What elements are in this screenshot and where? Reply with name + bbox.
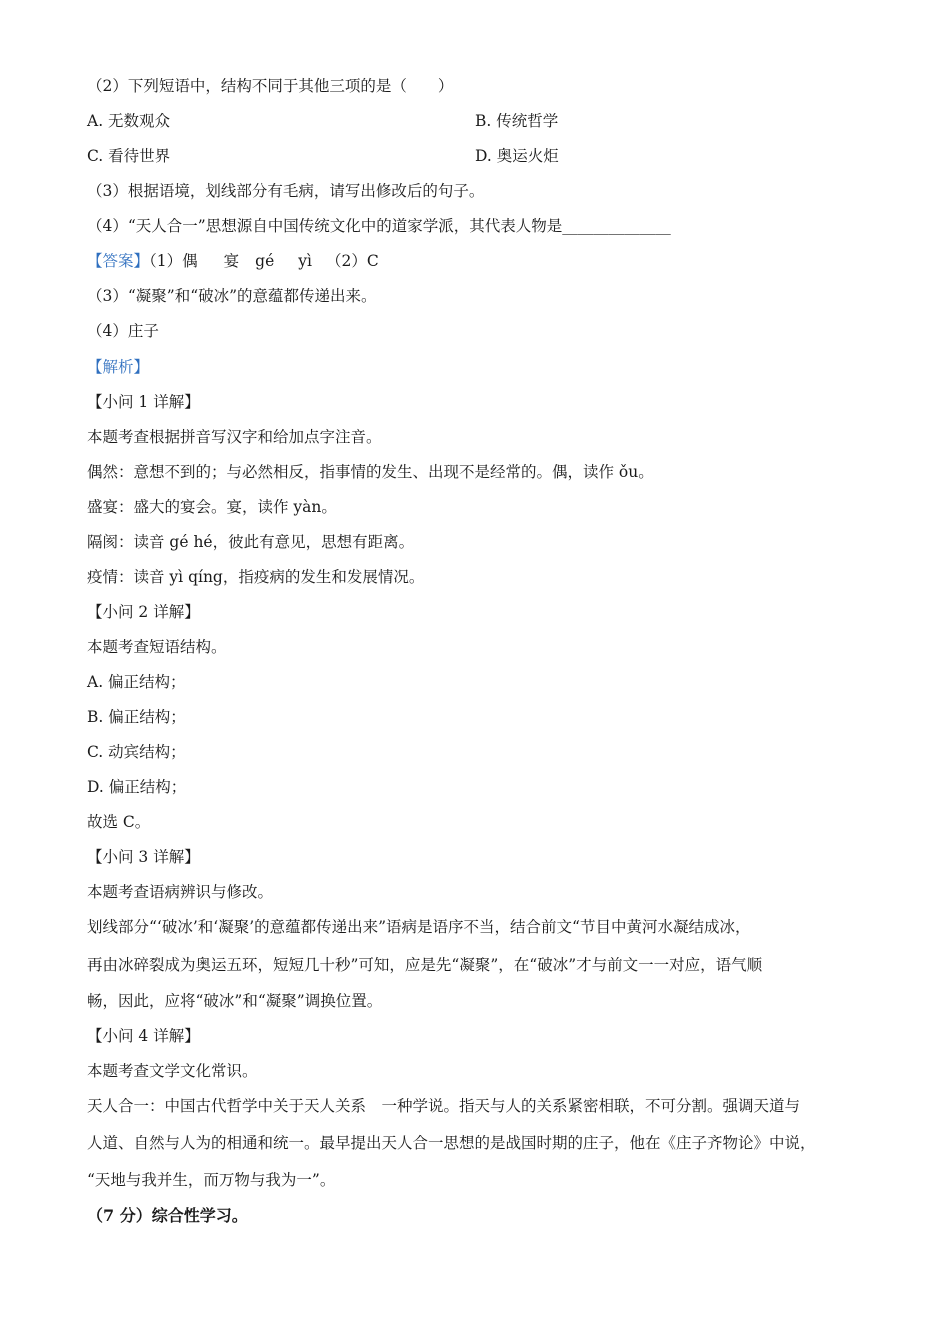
answer-2: （2）C [325, 252, 379, 270]
sub1-line3: 盛宴：盛大的宴会。宴，读作 yàn。 [87, 498, 337, 516]
sub1-line1: 本题考查根据拼音写汉字和给加点字注音。 [87, 428, 382, 446]
sub4-line4: “天地与我并生，而万物与我为一”。 [87, 1171, 336, 1189]
analysis-tag: 【解析】 [87, 358, 150, 376]
sub3-line1: 本题考查语病辨识与修改。 [87, 883, 274, 901]
sub2-line3: B. 偏正结构； [87, 708, 186, 726]
sub3-line3: 再由冰碎裂成为奥运五环，短短几十秒”可知，应是先“凝聚”，在“破冰”才与前文一一对应，语气顺 [87, 956, 763, 974]
sub4-line2: 天人合一：中国古代哲学中关于天人关系 一种学说。指天与人的关系紧密相联，不可分割。强调天道与 [87, 1097, 801, 1115]
answer-3: （3）“凝聚”和“破冰”的意蕴都传递出来。 [87, 287, 377, 305]
sub4-line3: 人道、自然与人为的相通和统一。最早提出天人合一思想的是战国时期的庄子，他在《庄子齐物论》中说， [87, 1134, 816, 1152]
sub2-line6: 故选 C。 [87, 813, 151, 831]
q2-option-c: C. 看待世界 [87, 147, 171, 165]
q4-stem: （4）“天人合一”思想源自中国传统文化中的道家学派，其代表人物是______________ [87, 217, 671, 235]
q2-option-a: A. 无数观众 [87, 112, 171, 130]
sub4-heading: 【小问 4 详解】 [87, 1027, 200, 1045]
q2-option-d: D. 奥运火炬 [475, 147, 559, 165]
sub2-line5: D. 偏正结构； [87, 778, 187, 796]
sub2-line4: C. 动宾结构； [87, 743, 186, 761]
sub2-heading: 【小问 2 详解】 [87, 603, 200, 621]
sub3-heading: 【小问 3 详解】 [87, 848, 200, 866]
answer-tag: 【答案】 [87, 252, 150, 270]
sub2-line1: 本题考查短语结构。 [87, 638, 227, 656]
sub3-line4: 畅，因此，应将“破冰”和“凝聚”调换位置。 [87, 992, 383, 1010]
q2-stem: （2）下列短语中，结构不同于其他三项的是（ ） [87, 77, 454, 95]
sub4-line1: 本题考查文学文化常识。 [87, 1062, 258, 1080]
q3-stem: （3）根据语境，划线部分有毛病，请写出修改后的句子。 [87, 182, 485, 200]
sub1-line5: 疫情：读音 yì qíng，指疫病的发生和发展情况。 [87, 568, 425, 586]
answer-4: （4）庄子 [87, 322, 159, 340]
section-title: （7 分）综合性学习。 [87, 1206, 248, 1225]
answer-1-char1: （1）偶 [149, 252, 198, 270]
answer-1-char2: 宴 [223, 252, 240, 270]
answer-1-pinyin1: gé [255, 252, 275, 270]
sub3-line2: 划线部分“‘破冰’和‘凝聚’的意蕴都传递出来”语病是语序不当，结合前文“节目中黄河水凝结成冰， [87, 918, 751, 936]
sub1-line2: 偶然：意想不到的；与必然相反，指事情的发生、出现不是经常的。偶，读作 ǒu。 [87, 463, 654, 481]
sub2-line2: A. 偏正结构； [87, 673, 186, 691]
sub1-line4: 隔阂：读音 gé hé，彼此有意见，思想有距离。 [87, 533, 415, 551]
answer-line [87, 251, 379, 271]
sub1-heading: 【小问 1 详解】 [87, 393, 200, 411]
q2-option-b: B. 传统哲学 [475, 112, 559, 130]
answer-1-pinyin2: yì [298, 252, 312, 270]
